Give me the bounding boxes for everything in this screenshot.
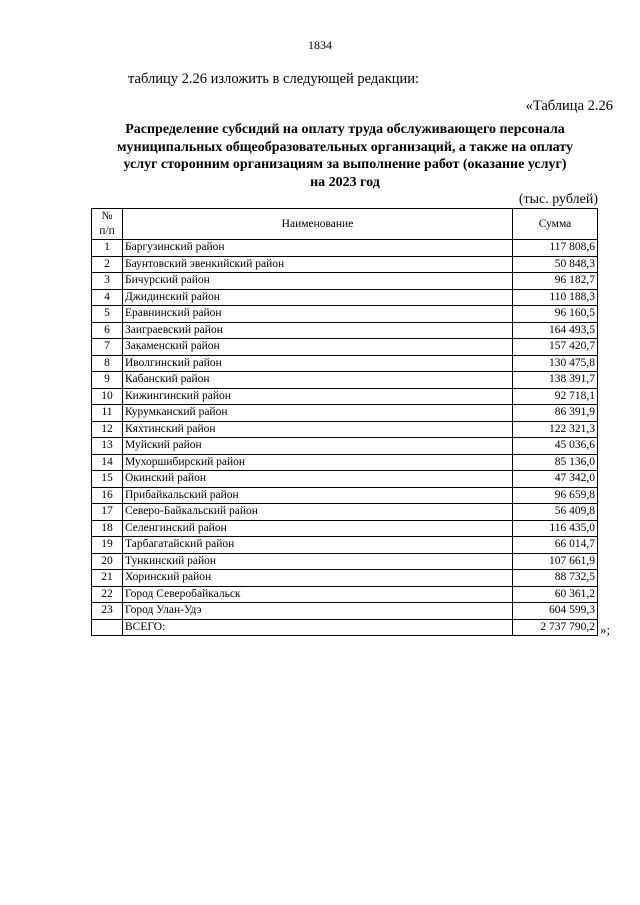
header-name: Наименование (123, 209, 513, 240)
cell-sum: 96 182,7 (513, 273, 598, 290)
cell-name: Окинский район (123, 471, 513, 488)
cell-sum: 138 391,7 (513, 372, 598, 389)
cell-name: Заиграевский район (123, 322, 513, 339)
cell-sum: 110 188,3 (513, 289, 598, 306)
cell-num: 2 (92, 256, 123, 273)
cell-num: 22 (92, 586, 123, 603)
table-row (92, 355, 598, 372)
table-row (92, 586, 598, 603)
cell-name: Кабанский район (123, 372, 513, 389)
cell-name: Курумканский район (123, 405, 513, 422)
table-row (92, 487, 598, 504)
subsidies-table (91, 208, 598, 636)
cell-sum: 164 493,5 (513, 322, 598, 339)
header-num-line1: № (101, 210, 113, 222)
title-line: муниципальных общеобразовательных организаций, а также на оплату (116, 139, 574, 155)
units-label: (тыс. рублей) (518, 192, 598, 207)
cell-name: Кяхтинский район (123, 421, 513, 438)
table-row (92, 520, 598, 537)
cell-sum: 2 737 790,2 (513, 619, 598, 636)
cell-sum: 92 718,1 (513, 388, 598, 405)
page-number: 1834 (308, 38, 332, 52)
cell-name: Баунтовский эвенкийский район (123, 256, 513, 273)
table-row (92, 570, 598, 587)
cell-name: Хоринский район (123, 570, 513, 587)
table-row (92, 256, 598, 273)
cell-num: 3 (92, 273, 123, 290)
table-row (92, 421, 598, 438)
table-header-row (92, 209, 598, 240)
cell-sum: 122 321,3 (513, 421, 598, 438)
cell-name: Мухоршибирский район (123, 454, 513, 471)
cell-num: 7 (92, 339, 123, 356)
cell-sum: 60 361,2 (513, 586, 598, 603)
cell-num: 20 (92, 553, 123, 570)
cell-name: Город Улан-Удэ (123, 603, 513, 620)
table-row (92, 405, 598, 422)
cell-num: 8 (92, 355, 123, 372)
cell-sum: 130 475,8 (513, 355, 598, 372)
cell-num: 9 (92, 372, 123, 389)
table-row (92, 240, 598, 257)
cell-num: 10 (92, 388, 123, 405)
cell-num: 21 (92, 570, 123, 587)
cell-num: 15 (92, 471, 123, 488)
closing-quote: »; (600, 622, 611, 637)
table-title (95, 121, 595, 191)
cell-name: Муйский район (123, 438, 513, 455)
cell-sum: 157 420,7 (513, 339, 598, 356)
table-row (92, 388, 598, 405)
table-row (92, 273, 598, 290)
cell-name: Иволгинский район (123, 355, 513, 372)
table-row (92, 454, 598, 471)
cell-name: Баргузинский район (123, 240, 513, 257)
cell-num (92, 619, 123, 636)
table-row (92, 471, 598, 488)
cell-name: Селенгинский район (123, 520, 513, 537)
cell-sum: 85 136,0 (513, 454, 598, 471)
cell-num: 17 (92, 504, 123, 521)
cell-name: Бичурский район (123, 273, 513, 290)
title-line: услуг сторонним организациям за выполнение работ (оказание услуг) (123, 157, 567, 172)
table-row (92, 537, 598, 554)
cell-sum: 45 036,6 (513, 438, 598, 455)
header-num (92, 209, 123, 240)
cell-name: Северо-Байкальский район (123, 504, 513, 521)
cell-sum: 56 409,8 (513, 504, 598, 521)
cell-sum: 116 435,0 (513, 520, 598, 537)
cell-num: 18 (92, 520, 123, 537)
cell-name: Закаменский район (123, 339, 513, 356)
cell-num: 1 (92, 240, 123, 257)
cell-num: 16 (92, 487, 123, 504)
table-row (92, 289, 598, 306)
table-row (92, 306, 598, 323)
cell-sum: 86 391,9 (513, 405, 598, 422)
cell-name: Тарбагатайский район (123, 537, 513, 554)
table-total-row (92, 619, 598, 636)
cell-sum: 50 848,3 (513, 256, 598, 273)
intro-text: таблицу 2.26 изложить в следующей редакции: (128, 71, 420, 87)
table-label: «Таблица 2.26 (525, 98, 613, 114)
cell-name: Тункинский район (123, 553, 513, 570)
table-row (92, 339, 598, 356)
cell-sum: 604 599,3 (513, 603, 598, 620)
cell-name: Еравнинский район (123, 306, 513, 323)
table-row (92, 372, 598, 389)
cell-num: 23 (92, 603, 123, 620)
table-row (92, 603, 598, 620)
cell-sum: 47 342,0 (513, 471, 598, 488)
cell-sum: 107 661,9 (513, 553, 598, 570)
cell-num: 6 (92, 322, 123, 339)
cell-num: 14 (92, 454, 123, 471)
table-row (92, 322, 598, 339)
title-line: Распределение субсидий на оплату труда обслуживающего персонала (125, 122, 565, 137)
cell-num: 4 (92, 289, 123, 306)
cell-num: 19 (92, 537, 123, 554)
cell-sum: 88 732,5 (513, 570, 598, 587)
cell-num: 13 (92, 438, 123, 455)
cell-name: ВСЕГО: (123, 619, 513, 636)
table-body (92, 240, 598, 636)
cell-num: 12 (92, 421, 123, 438)
cell-sum: 117 808,6 (513, 240, 598, 257)
table-row (92, 438, 598, 455)
cell-name: Прибайкальский район (123, 487, 513, 504)
title-line: на 2023 год (310, 174, 380, 190)
table-row (92, 553, 598, 570)
cell-name: Джидинский район (123, 289, 513, 306)
cell-sum: 96 160,5 (513, 306, 598, 323)
cell-name: Кижингинский район (123, 388, 513, 405)
cell-name: Город Северобайкальск (123, 586, 513, 603)
cell-num: 11 (92, 405, 123, 422)
cell-num: 5 (92, 306, 123, 323)
header-sum: Сумма (513, 209, 598, 240)
header-num-line2: п/п (99, 225, 115, 237)
table-row (92, 504, 598, 521)
cell-sum: 66 014,7 (513, 537, 598, 554)
cell-sum: 96 659,8 (513, 487, 598, 504)
